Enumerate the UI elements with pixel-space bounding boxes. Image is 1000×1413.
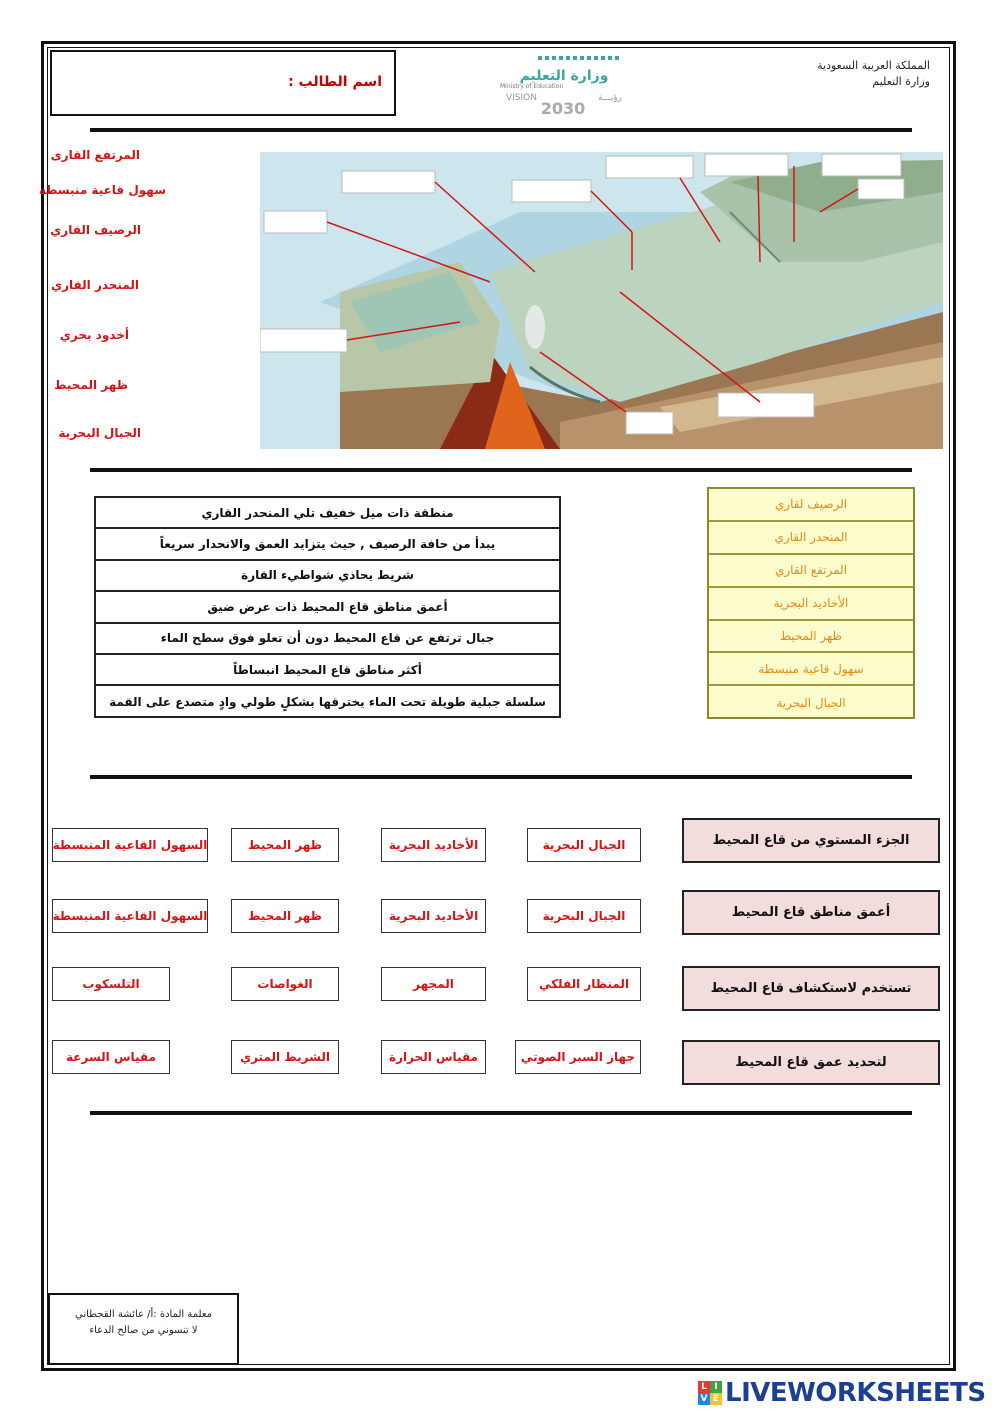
question-2-option-4[interactable]: السهول القاعية المنبسطة — [52, 899, 208, 933]
question-1-option-1[interactable]: الجبال البحرية — [527, 828, 641, 862]
country-text: المملكة العربية السعودية — [817, 59, 930, 72]
description-row-4[interactable]: أعمق مناطق قاع المحيط ذات عرض ضيق — [96, 592, 559, 623]
terms-table — [707, 487, 915, 719]
descriptions-table — [94, 496, 561, 718]
term-row-4[interactable]: الأخاديد البحرية — [709, 588, 913, 621]
student-name-box[interactable] — [50, 50, 396, 116]
question-3-option-3[interactable]: الغواصات — [231, 967, 339, 1001]
side-term-5[interactable]: أخدود بحري — [59, 328, 129, 342]
description-row-1[interactable]: منطقة ذات ميل خفيف تلي المنحدر القاري — [96, 498, 559, 529]
ministry-text: وزارة التعليم — [872, 75, 930, 88]
term-row-2[interactable]: المنحدر القاري — [709, 522, 913, 555]
liveworksheets-logo-icon: L I V E — [698, 1381, 722, 1405]
side-term-1[interactable]: المرتفع القارى — [50, 148, 140, 162]
question-4-option-1[interactable]: جهاز السبر الصوتي — [515, 1040, 641, 1074]
question-2-option-2[interactable]: الأخاديد البحرية — [381, 899, 486, 933]
question-4-prompt: لتحديد عمق قاع المحيط — [682, 1040, 940, 1085]
description-row-5[interactable]: جبال ترتفع عن قاع المحيط دون أن تعلو فوق سطح الماء — [96, 624, 559, 655]
teacher-name: معلمة المادة :أ/ عائشة القحطاني — [75, 1309, 212, 1320]
description-row-2[interactable]: يبدأ من حافة الرصيف , حيث يتزايد العمق والانحدار سريعاً — [96, 529, 559, 560]
teacher-note — [48, 1293, 239, 1365]
question-1-option-2[interactable]: الأخاديد البحرية — [381, 828, 486, 862]
divider-4 — [90, 1111, 912, 1115]
ministry-logo — [498, 52, 628, 122]
divider-3 — [90, 775, 912, 779]
ocean-floor-illustration — [260, 152, 943, 449]
question-1-option-4[interactable]: السهول القاعية المنبسطة — [52, 828, 208, 862]
liveworksheets-wordmark: LIVEWORKSHEETS — [725, 1378, 986, 1408]
question-1-prompt: الجزء المستوي من قاع المحيط — [682, 818, 940, 863]
logo-english-text: Ministry of Education — [500, 83, 564, 90]
divider-1 — [90, 128, 912, 132]
question-3-option-2[interactable]: المجهر — [381, 967, 486, 1001]
side-term-3[interactable]: الرصيف القاري — [50, 223, 141, 237]
description-row-3[interactable]: شريط يحاذي شواطيء القارة — [96, 561, 559, 592]
logo-vision-arabic-text: رؤيـــة — [598, 93, 622, 103]
question-3-option-1[interactable]: المنظار الفلكي — [527, 967, 641, 1001]
logo-arabic-text: وزارة التعليم — [519, 68, 609, 84]
student-name-label: اسم الطالب : — [288, 74, 382, 90]
description-row-6[interactable]: أكثر مناطق قاع المحيط انبساطاً — [96, 655, 559, 686]
term-row-3[interactable]: المرتفع القاري — [709, 555, 913, 588]
prayer-note: لا تنسوني من صالح الدعاء — [89, 1325, 198, 1336]
term-row-1[interactable]: الرصيف لقاري — [709, 489, 913, 522]
question-4-option-4[interactable]: مقياس السرعة — [52, 1040, 170, 1074]
side-term-6[interactable]: ظهر المحيط — [54, 378, 128, 392]
side-term-7[interactable]: الجبال البحرية — [58, 426, 141, 440]
question-2-option-3[interactable]: ظهر المحيط — [231, 899, 339, 933]
logo-vision-text: VISION — [506, 93, 537, 103]
term-row-6[interactable]: سهول قاعية منبسطة — [709, 653, 913, 686]
term-row-5[interactable]: ظهر المحيط — [709, 621, 913, 654]
divider-2 — [90, 468, 912, 472]
question-1-option-3[interactable]: ظهر المحيط — [231, 828, 339, 862]
term-row-7[interactable]: الجبال البحرية — [776, 695, 846, 710]
question-4-option-2[interactable]: مقياس الحرارة — [381, 1040, 486, 1074]
ocean-floor-diagram — [260, 152, 943, 449]
side-term-4[interactable]: المنحدر القاري — [51, 278, 139, 292]
question-3-prompt: تستخدم لاستكشاف قاع المحيط — [682, 966, 940, 1011]
description-row-7[interactable]: سلسلة جبلية طويلة تحت الماء يخترقها بشكلٍ طولي وادٍ متصدع على القمة — [109, 695, 546, 710]
question-3-option-4[interactable]: التلسكوب — [52, 967, 170, 1001]
question-4-option-3[interactable]: الشريط المتري — [231, 1040, 339, 1074]
ministry-header — [817, 58, 930, 90]
question-2-option-1[interactable]: الجبال البحرية — [527, 899, 641, 933]
question-2-prompt: أعمق مناطق قاع المحيط — [682, 890, 940, 935]
liveworksheets-brand — [698, 1378, 986, 1408]
side-term-2[interactable]: سهول قاعية منبسطة — [38, 183, 166, 197]
logo-vision-year: 2030 — [540, 99, 586, 118]
